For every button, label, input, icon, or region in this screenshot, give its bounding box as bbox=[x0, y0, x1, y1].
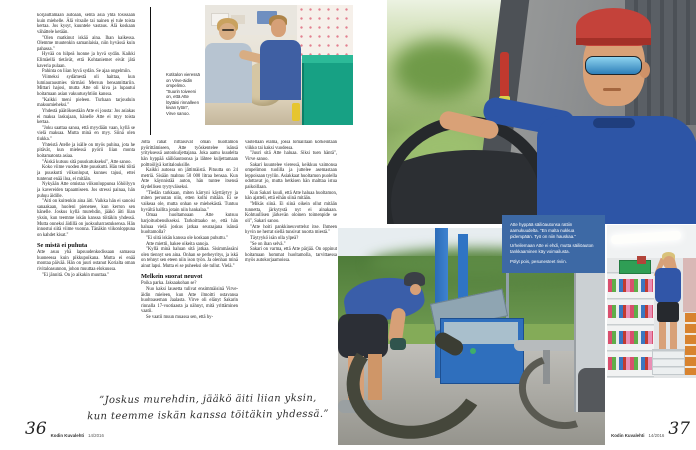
paragraph: "Ei siitä iskän kanssa ole koskaan puhuttu." bbox=[146, 235, 228, 241]
pink-curtain bbox=[683, 258, 696, 312]
page-number-right: 37 bbox=[668, 419, 690, 439]
paragraph: "Äiti on kuitenkin aina äiti. Vaikka hän ei sanoisi sanaakaan, huoleni pienenee, kun kerron sen hänelle. Joskus kyllä murehdin, jääkö äiti liian yksin, kun teemme iskän kanssa töitäkin yhdessä. Mutta onneksi äidillä on juoksuharrastuksensa. Hän innostui siitä viime vuonna. Tänäkin viikonloppuna on kahdet kisat." bbox=[37, 199, 135, 238]
mother-head bbox=[219, 23, 236, 40]
stocker-torso bbox=[655, 268, 681, 303]
section-subheading: Melkein suorat neuvot bbox=[141, 272, 203, 280]
paragraph: Atte miettii, hakee oikeita sanoja. bbox=[146, 241, 209, 247]
stocker-leg bbox=[670, 322, 677, 349]
yellow-bottle bbox=[292, 103, 300, 121]
caption-divider-rule bbox=[150, 7, 151, 135]
paragraph: Yhdestä päätöksestään Atte ei jousta: Jos asiakas ei maksa laskujaan, hänelle Atte ei myy toista kertaa. bbox=[37, 108, 135, 126]
blurred-trees bbox=[393, 40, 483, 100]
section-subheading: Se mistä ei puhuta bbox=[37, 241, 88, 249]
caption-text: Atte hyppää säiliöautonsa rattiin aamukuudelta. "En malta nukkua pidempään. Työ on niin hauskaa." bbox=[510, 222, 576, 239]
paragraph: Poika parka. Jaksaakohan se? bbox=[141, 281, 197, 287]
paragraph: "Juuri sitä Atte haluaa. Siksi tuen häntä", Virve sanoo. bbox=[245, 151, 337, 162]
paragraph: Kaikki autossa on jättimäistä. Pituutta on 24 metriä. Sisään mahtuu 50 000 litraa bensaa. Kun Atte käynnistää auton, hän tuntee itsensä täydellisen tyytyväiseksi. bbox=[141, 168, 238, 191]
paragraph: Koko viime vuoden Atte puuskutti. Hän teki töitä ja puuskutti viikonloput, kunnes tajusi, ettei tuntenut enää iloa, ei mitään. bbox=[37, 165, 135, 182]
worker-face bbox=[410, 284, 421, 295]
paragraph: Omaa huoltamoaan Atte kutsuu harjoitusbensikseksi. Tarkoittaako se, että hän haluaa vielä joskus jatkaa seuraajana isänsä huoltamolla? bbox=[141, 213, 238, 236]
sewing-photo-caption: Kotitalon vieressä on Virve-äidin ompelimo. "Suurin toiveeni on, että Atte löytäisi rinnalleen kivan tytön", Virve sanoo. bbox=[166, 72, 200, 117]
step-stool bbox=[652, 349, 685, 375]
paragraph: "Ei jännitä. On jo aikakin muuttaa." bbox=[42, 272, 110, 278]
caption-text: Pölyt pois, pesunesteet riviin. bbox=[510, 259, 567, 265]
body-column-2 bbox=[141, 140, 238, 386]
truck-driver-photo bbox=[387, 0, 696, 224]
paragraph: Yhteistä Atelle ja isälle on myös puhina, jota he pitävät, kun mielessä pyörii liian monta hoitamatonta asiaa. bbox=[37, 142, 135, 160]
driver-torso bbox=[537, 116, 696, 224]
body-column-3 bbox=[245, 140, 337, 388]
green-box-top-shelf bbox=[619, 260, 651, 274]
pull-quote bbox=[78, 391, 338, 425]
bottle-row bbox=[608, 331, 653, 344]
mirrored-sunglasses bbox=[585, 56, 642, 75]
paragraph: Nykyään Atte omistaa viikonloppunsa löhöilyyn ja kavereiden tapaamiseen. Jos stressi painaa, hän puhuu äidille. bbox=[37, 182, 135, 199]
paragraph: Viimeksi sydämestä oli haittaa, kun lumiaurausmies törmäsi Mersun bensamittariin. Mittari hajosi, mutta Atte oli kiva ja lupautui hoitamaan asian vakuutusyhtiön kanssa. bbox=[37, 75, 135, 97]
paragraph: Sakari kuuntelee vieressä, keikkuu vaimonsa ompelimon tuolilla ja juttelee asemastaan leppoisaan tyyliin. Asiakkaat huoltamon puolella odottavat jo, mutta hetkisen hän malttaa istua paikoillaan. bbox=[245, 162, 337, 191]
cap-band bbox=[576, 38, 651, 45]
paragraph: "Olen matkinut iskää aina. Ihan kaikessa. Olemme muutenkin samanlaisia, niin hyvässä kuin pahassa." bbox=[37, 35, 135, 52]
glasses bbox=[222, 29, 234, 31]
sewing-room-photo bbox=[205, 5, 353, 125]
paragraph: västellään elämä, jossa lomaillaan korkeintaan viikko tai kaksi vuodessa. bbox=[245, 140, 337, 151]
orange-boxes bbox=[685, 313, 696, 375]
teal-cabinet bbox=[302, 55, 353, 125]
bottle-row bbox=[608, 305, 653, 318]
pull-quote-line-2: kun teemme iskän kanssa töitäkin yhdessä.” bbox=[87, 408, 329, 422]
caption-text: Urheilemaan Atte ei ehdi, mutta säiliöauton tankkaaminen käy voimailusta. bbox=[510, 243, 594, 255]
pull-quote-line-1: ”Joskus murehdin, jääkö äiti liian yksin, bbox=[99, 392, 317, 407]
paragraph: "Joku saattaa sanoa, että myydään vaan, kyllä se vielä maksaa. Mutta minä en myy. Siinä olen tiukka." bbox=[37, 125, 135, 143]
driver-mouth bbox=[603, 88, 621, 91]
paragraph: "Kyllä minä haluan sitä jatkaa. Sisimmässäni olen tiennyt sen aina. Onhan se perheyritys, ja iskä on tehnyt sen eteen niin ison työn. Ja olenhan minä ainut lapsi. Mutta ei se puheeksi ole tullut. Vielä." bbox=[141, 247, 238, 270]
paragraph: Nuo kaksi lausetta tulivat ensimmäisinä Virve-äidin mieleen, kun Atte ilmoitti ostavansa huoltoaseman Jaalasta. Virve oli elänyt Sakarin rinnalla 17-vuotiaasta ja nähnyt, mitä yrittäminen vaatii. bbox=[141, 286, 238, 315]
polo-collar bbox=[593, 118, 635, 128]
photo-caption-box bbox=[502, 215, 605, 273]
page-number-left: 36 bbox=[25, 419, 47, 439]
red-box-top-shelf bbox=[637, 256, 646, 264]
stocker-leg bbox=[659, 322, 666, 349]
son-figure bbox=[260, 40, 301, 100]
paragraph: Jotta rahat riittäisivät oman huoltamon pyörittämiseen, Atte työskentelee isänsä yrityksessä autonkuljettajana. Joka aamu kuudelta hän hyppää säiliöautoonsa ja lähtee kuljettamaan polttoöljyä kotitalouksille. bbox=[141, 140, 238, 168]
teal-cabinet-top bbox=[302, 55, 353, 63]
paragraph: "Atte hoiti pankkineuvottelut itse. Ihmeen hyvin ne herrat siellä tunsivat nuorta miestä." bbox=[245, 224, 337, 236]
paragraph: "Äiskä kutsuu sitä puuskutukseksi", Atte sanoo. bbox=[42, 159, 132, 165]
paragraph: Sakari on varma, että Atte pärjää. On oppinut hoitamaan hommat huoltamolla, tarvittaessa myös autokorjaamoissa. bbox=[245, 247, 337, 264]
stocker-shorts bbox=[657, 302, 679, 322]
shop-shelf-photo bbox=[607, 225, 696, 378]
paragraph: Atte asuu yhä lapsuudenkodissaan samassa huoneessa kuin pikkupoikana. Mutta ei enää montaa päivää. Hän on juuri ostanut Korialta oman rivitaloasunnon, johon muuttaa elokuussa. bbox=[37, 250, 135, 273]
red-warning-tool bbox=[500, 52, 509, 98]
paragraph: "Se on ihan selvä." bbox=[250, 241, 286, 247]
paragraph: Täytyykö isän olla ylpeä? bbox=[250, 235, 299, 241]
dotted-fabric-wall bbox=[297, 5, 353, 59]
paragraph: "Tiedän tarkkaan, miten kärryni käyttäytyy ja miten peruutan niin, etten kolhi mitään. Ei se vaikeaa ole, mutta onhan se miehekästä. Tuntuu hyvältä hallita jotain niin hankalaa." bbox=[141, 190, 238, 213]
page-footer-left bbox=[25, 421, 104, 438]
bottle-row bbox=[608, 279, 653, 292]
bottle-row bbox=[608, 357, 653, 370]
paragraph: korjauttamaan autoaan, selitä asia yhtä tosissaan kuin miehelle. Älä vitsaile tai nainen ei tule toista kertaa. Jos kysyt, kuuntele vastaus. Älä koskaan vähättele ketään. bbox=[37, 13, 135, 35]
magazine-name: Kodin Kuvalehti bbox=[611, 433, 645, 438]
paragraph: "Kaikki meni pieleen. Turhaan tarjouduin maksumieheksi." bbox=[37, 97, 135, 109]
paragraph: Hyvää on hilpeä luonne ja hyvä sydän. Kaikki Elimäellä tietävät, että Kohtaniemet eivät jätä kaveria pulaan. bbox=[37, 52, 135, 69]
issue-number: 14/2016 bbox=[648, 433, 665, 438]
son-head bbox=[271, 19, 286, 37]
body-column-1 bbox=[37, 13, 135, 419]
magazine-name: Kodin Kuvalehti bbox=[50, 433, 85, 438]
paragraph: "Mikäs siinä. Ei siinä oikein ollut mitään tunnetta, järkytystä nyt ei ainakaan. Kohtuullisen järkevän oloinen toimenpide se oli", Sakari sanoo. bbox=[245, 202, 337, 224]
paragraph: Kun Sakari kuuli, että Atte haluaa huoltamon, hän ajatteli, että eihän siinä mitään. bbox=[245, 190, 337, 202]
issue-number: 14/2016 bbox=[88, 433, 104, 438]
paragraph: Se vaatii muun muassa sen, että hy- bbox=[146, 315, 214, 321]
page-footer-right bbox=[611, 421, 690, 438]
paragraph: Pahinta on liian hyvä sydän. Se ajaa ongelmiin. bbox=[42, 69, 131, 75]
